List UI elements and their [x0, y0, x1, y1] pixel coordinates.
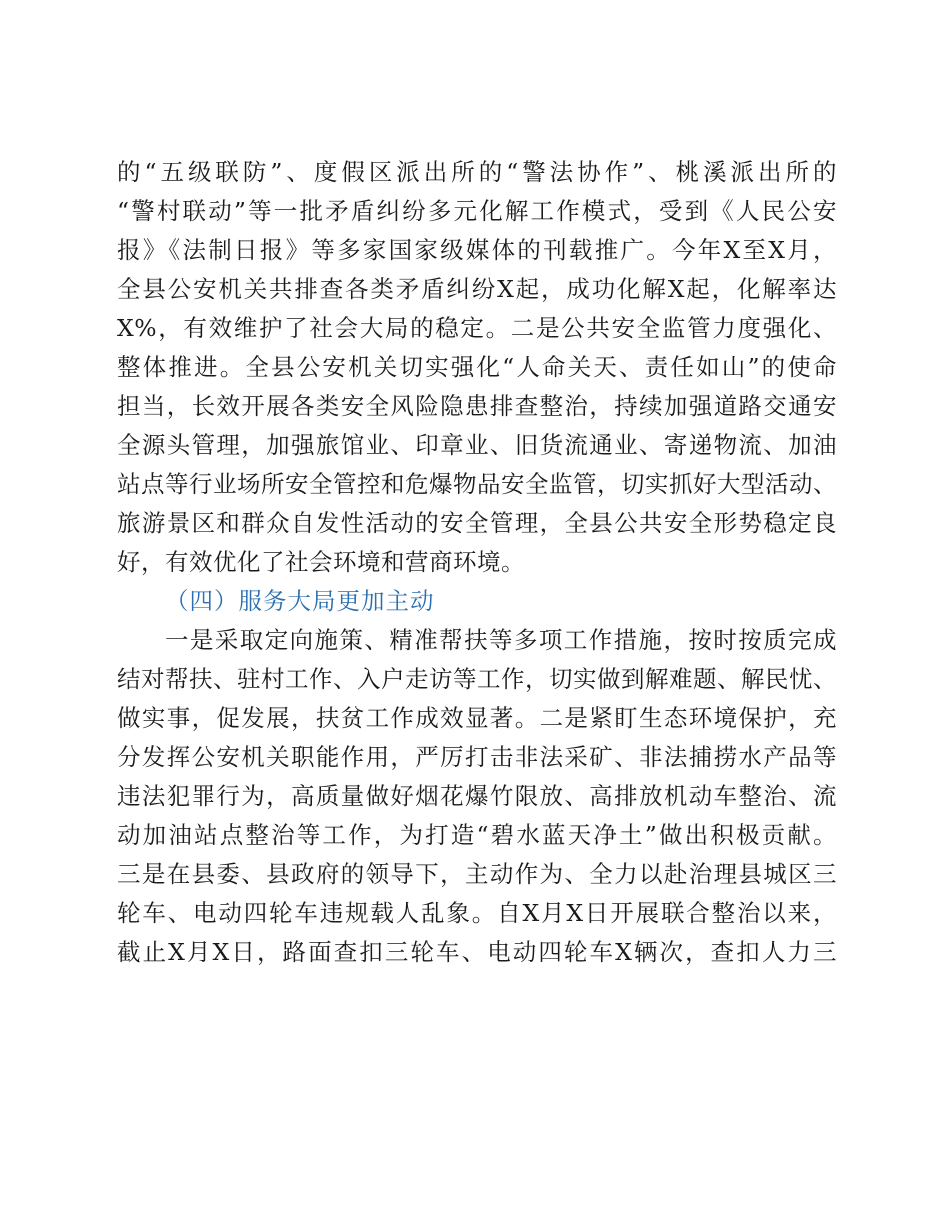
paragraph-2-line-6: 动加油站点整治等工作，为打造“碧水蓝天净土”做出积极贡献。 — [117, 821, 837, 849]
paragraph-1-line-9: 站点等行业场所安全管控和危爆物品安全监管，切实抓好大型活动、 — [117, 470, 837, 498]
paragraph-1-line-4: 全县公安机关共排查各类矛盾纠纷X起，成功化解X起，化解率达 — [117, 275, 837, 303]
paragraph-1-line-10: 旅游景区和群众自发性活动的安全管理，全县公共安全形势稳定良 — [117, 509, 837, 537]
paragraph-2-line-8: 轮车、电动四轮车违规载人乱象。自X月X日开展联合整治以来， — [117, 899, 837, 927]
paragraph-1-line-3: 报》《法制日报》等多家国家级媒体的刊载推广。今年X至X月， — [117, 236, 837, 264]
paragraph-2-line-9: 截止X月X日，路面查扣三轮车、电动四轮车X辆次，查扣人力三 — [117, 938, 837, 966]
paragraph-1-line-6: 整体推进。全县公安机关切实强化“人命关天、责任如山”的使命 — [117, 353, 837, 381]
paragraph-1-line-2: “警村联动”等一批矛盾纠纷多元化解工作模式，受到《人民公安 — [117, 197, 837, 225]
paragraph-1-line-1: 的“五级联防”、度假区派出所的“警法协作”、桃溪派出所的 — [117, 158, 837, 186]
section-heading: （四）服务大局更加主动 — [165, 587, 435, 615]
paragraph-2-line-5: 违法犯罪行为，高质量做好烟花爆竹限放、高排放机动车整治、流 — [117, 782, 837, 810]
paragraph-2-line-2: 结对帮扶、驻村工作、入户走访等工作，切实做到解难题、解民忧、 — [117, 665, 837, 693]
paragraph-1-line-5: X%，有效维护了社会大局的稳定。二是公共安全监管力度强化、 — [117, 314, 837, 342]
paragraph-2-line-3: 做实事，促发展，扶贫工作成效显著。二是紧盯生态环境保护，充 — [117, 704, 837, 732]
paragraph-1-line-8: 全源头管理，加强旅馆业、印章业、旧货流通业、寄递物流、加油 — [117, 431, 837, 459]
paragraph-1-line-11: 好，有效优化了社会环境和营商环境。 — [117, 548, 525, 576]
paragraph-1-line-7: 担当，长效开展各类安全风险隐患排查整治，持续加强道路交通安 — [117, 392, 837, 420]
paragraph-2-line-1: 一是采取定向施策、精准帮扶等多项工作措施，按时按质完成 — [165, 626, 837, 654]
paragraph-2-line-7: 三是在县委、县政府的领导下，主动作为、全力以赴治理县城区三 — [117, 860, 837, 888]
paragraph-2-line-4: 分发挥公安机关职能作用，严厉打击非法采矿、非法捕捞水产品等 — [117, 743, 837, 771]
